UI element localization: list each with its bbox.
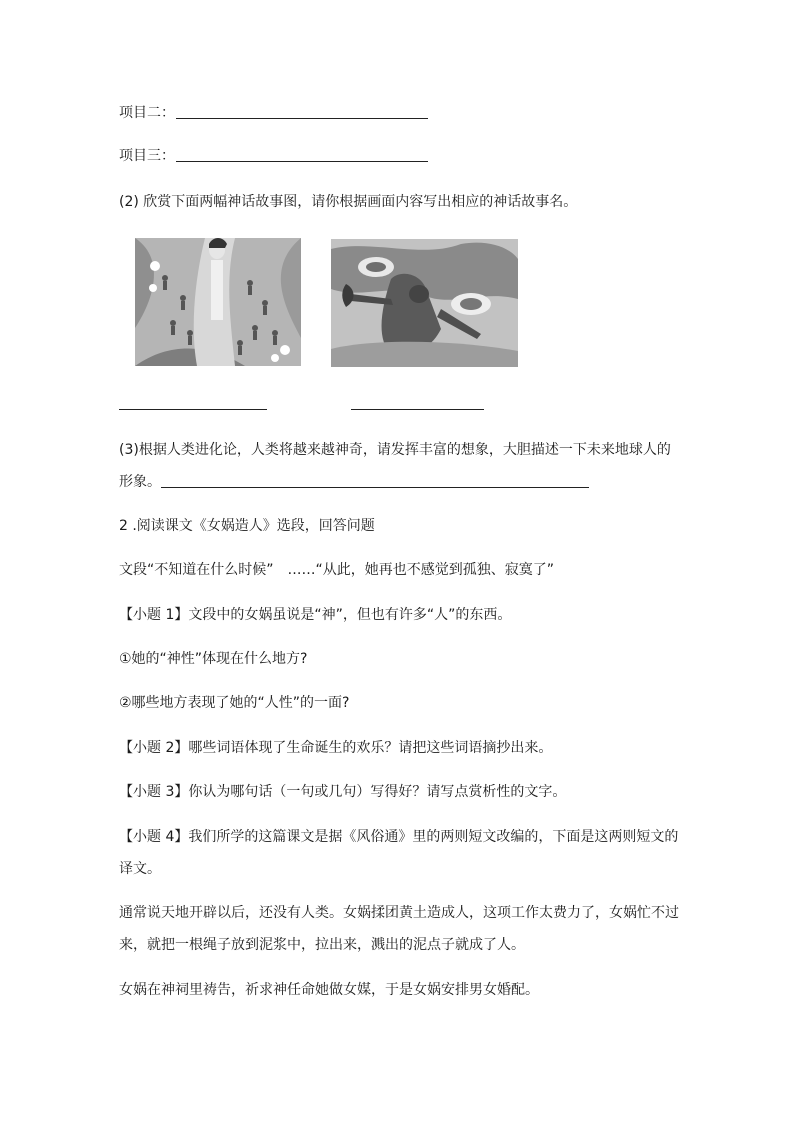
pangu-illustration (331, 239, 518, 367)
nuwa-illustration (135, 238, 301, 366)
translation-2: 女娲在神祠里祷告，祈求神任命她做女媒，于是女娲安排男女婚配。 (119, 982, 539, 998)
nuwa-illustration-drawing (135, 238, 301, 366)
excerpt-range: 文段“不知道在什么时候” ……“从此，她再也不感觉到孤独、寂寞了” (119, 562, 555, 578)
story-name-blank-1[interactable] (119, 409, 267, 410)
question-1-3-line1: (3)根据人类进化论，人类将越来越神奇，请发挥丰富的想象，大胆描述一下未来地球人的 (119, 442, 671, 458)
subquestion-1: 【小题 1】文段中的女娲虽说是“神”，但也有许多“人”的东西。 (119, 607, 512, 623)
story-name-blank-2[interactable] (351, 409, 484, 410)
translation-1-line2: 来，就把一根绳子放到泥浆中，拉出来，溅出的泥点子就成了人。 (119, 937, 525, 953)
question-1-3-line2: 形象。 (119, 474, 161, 490)
translation-1-line1: 通常说天地开辟以后，还没有人类。女娲揉团黄土造成人，这项工作太费力了，女娲忙不过 (119, 905, 679, 921)
subquestion-4-line1: 【小题 4】我们所学的这篇课文是据《风俗通》里的两则短文改编的，下面是这两则短文的 (119, 829, 679, 845)
question-2-title: 2 .阅读课文《女娲造人》选段，回答问题 (119, 518, 375, 534)
item3-answer-blank[interactable] (176, 161, 428, 162)
item2-label: 项目二： (119, 105, 175, 121)
future-human-answer-blank[interactable] (161, 487, 589, 488)
item2-answer-blank[interactable] (176, 118, 428, 119)
subquestion-1-a: ①她的“神性”体现在什么地方? (119, 651, 308, 667)
subquestion-2: 【小题 2】哪些词语体现了生命诞生的欢乐？请把这些词语摘抄出来。 (119, 740, 553, 756)
item3-label: 项目三： (119, 148, 175, 164)
pangu-illustration-drawing (331, 239, 518, 367)
question-1-2: (2) 欣赏下面两幅神话故事图，请你根据画面内容写出相应的神话故事名。 (119, 194, 578, 210)
subquestion-1-b: ②哪些地方表现了她的“人性”的一面? (119, 695, 350, 711)
subquestion-3: 【小题 3】你认为哪句话（一句或几句）写得好？请写点赏析性的文字。 (119, 784, 567, 800)
subquestion-4-line2: 译文。 (119, 861, 161, 877)
